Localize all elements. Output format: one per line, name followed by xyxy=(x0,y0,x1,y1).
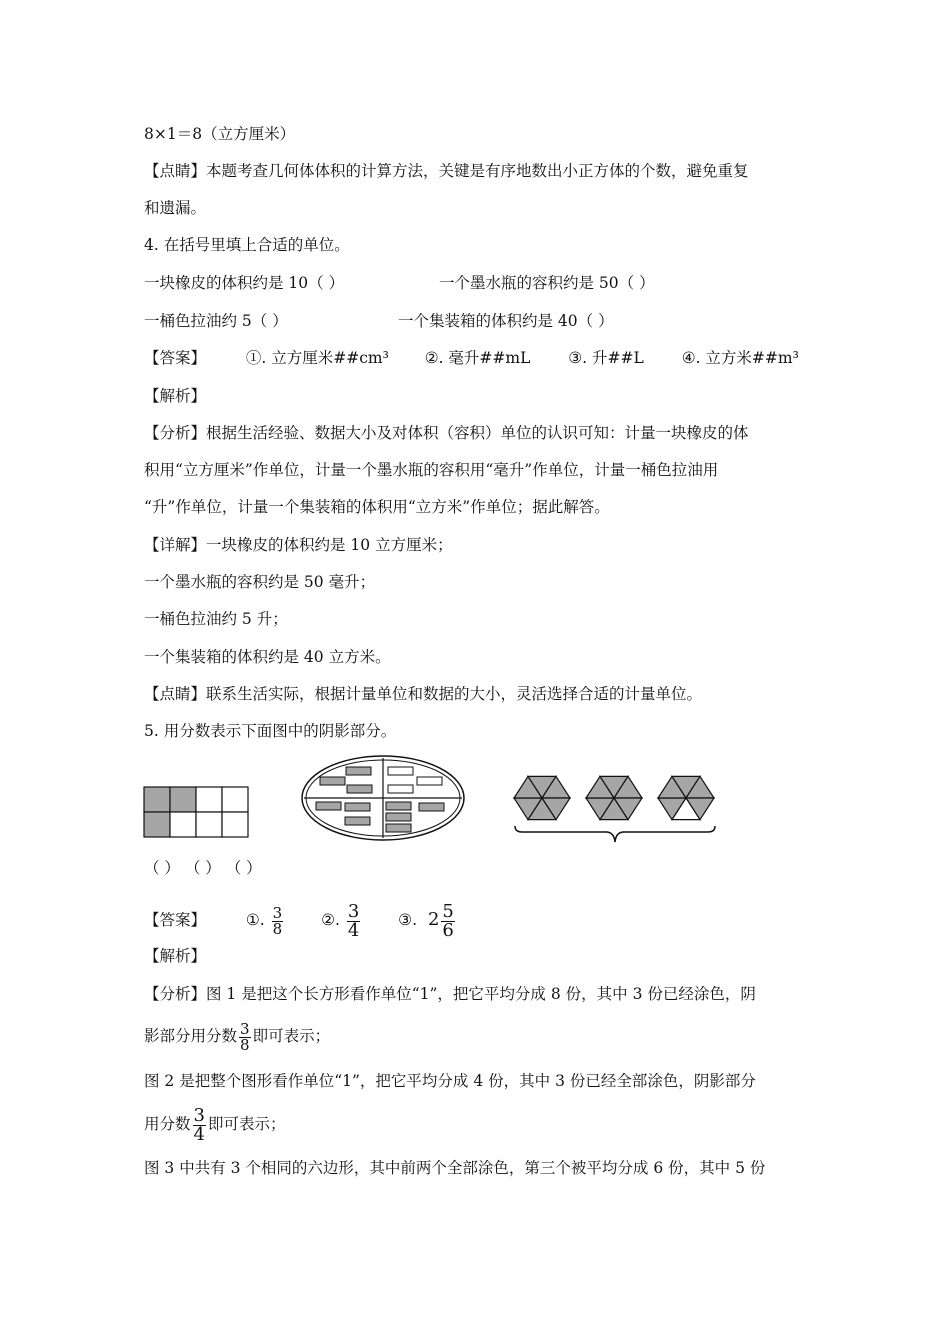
box xyxy=(417,777,442,785)
text-span: 即可表示； xyxy=(207,1115,286,1133)
text-line: 【点睛】本题考查几何体体积的计算方法，关键是有序地数出小正方体的个数，避免重复 xyxy=(144,162,749,180)
grid-cell-shaded xyxy=(144,787,170,812)
grid-cell xyxy=(196,787,222,812)
analysis-label: 【解析】 xyxy=(144,387,207,405)
box-shaded xyxy=(386,802,411,810)
box-shaded xyxy=(320,777,345,785)
answer-item: ③. xyxy=(398,911,417,929)
q4-item-b: 一个墨水瓶的容积约是 50（ ） xyxy=(439,274,655,292)
grid-cell xyxy=(222,812,248,837)
text-line: 【点睛】联系生活实际，根据计量单位和数据的大小，灵活选择合适的计量单位。 xyxy=(144,685,703,703)
q4-item-c: 一桶色拉油约 5（ ） xyxy=(144,312,288,330)
answer-label: 【答案】 xyxy=(144,911,207,929)
text-line: 积用“立方厘米”作单位，计量一个墨水瓶的容积用“毫升”作单位，计量一桶色拉油用 xyxy=(144,461,719,479)
q4-item-a: 一块橡皮的体积约是 10（ ） xyxy=(144,274,345,292)
answer-item: ③. 升##L xyxy=(568,349,644,367)
answer-row-4 xyxy=(144,348,799,368)
box-shaded xyxy=(347,785,372,793)
text-line: 一个集装箱的体积约是 40 立方米。 xyxy=(144,648,391,666)
figure-grid xyxy=(143,786,249,838)
brace xyxy=(515,826,715,842)
text-line: 【分析】图 1 是把这个长方形看作单位“1”，把它平均分成 8 份，其中 3 份已经涂色，阴 xyxy=(144,985,756,1003)
text-line: 8×1＝8（立方厘米） xyxy=(144,125,296,143)
text-line: 【详解】一块橡皮的体积约是 10 立方厘米； xyxy=(144,536,453,554)
box-shaded xyxy=(316,802,341,810)
analysis-label: 【解析】 xyxy=(144,947,207,965)
fraction-5-6: $\frac{5}{6}$ xyxy=(442,900,454,941)
grid-cell-shaded xyxy=(170,787,196,812)
text-span: 影部分用分数 xyxy=(144,1027,238,1045)
text-line: 和遗漏。 xyxy=(144,199,207,217)
answer-item: ②. 毫升##mL xyxy=(424,349,531,367)
fraction-3-4: $\frac{3}{4}$ xyxy=(193,1104,205,1145)
blank-row xyxy=(144,858,262,878)
grid-cell xyxy=(222,787,248,812)
question-4: 4. 在括号里填上合适的单位。 xyxy=(144,236,350,254)
box-shaded xyxy=(386,824,411,832)
box xyxy=(388,785,413,793)
fraction-3-8: $\frac{3}{8}$ xyxy=(240,1019,250,1054)
blank: （ ） xyxy=(184,859,221,877)
grid-cell-shaded xyxy=(144,812,170,837)
text-line: “升”作单位，计量一个集装箱的体积用“立方米”作单位；据此解答。 xyxy=(144,498,610,516)
q4-item-d: 一个集装箱的体积约是 40（ ） xyxy=(398,312,614,330)
text-line: 图 2 是把整个图形看作单位“1”，把它平均分成 4 份，其中 3 份已经全部涂色，阴影部分 xyxy=(144,1072,756,1090)
question-5: 5. 用分数表示下面图中的阴影部分。 xyxy=(144,722,397,740)
text-line: 一个墨水瓶的容积约是 50 毫升； xyxy=(144,573,376,591)
mixed-whole: 2 xyxy=(427,909,440,930)
box-shaded xyxy=(345,803,370,811)
text-line xyxy=(144,1016,330,1056)
figure-ellipse xyxy=(300,754,466,842)
answer-row-5 xyxy=(144,900,457,940)
box-shaded xyxy=(386,813,411,821)
box-shaded xyxy=(346,767,371,775)
box-shaded xyxy=(419,803,444,811)
fraction-3-4: $\frac{3}{4}$ xyxy=(347,900,360,941)
text-span: 用分数 xyxy=(144,1115,191,1133)
grid-cell xyxy=(170,812,196,837)
blank: （ ） xyxy=(225,859,262,877)
grid-cell xyxy=(196,812,222,837)
text-line: 图 3 中共有 3 个相同的六边形，其中前两个全部涂色，第三个被平均分成 6 份，其中 5 份 xyxy=(144,1159,766,1177)
box xyxy=(388,767,413,775)
text-line: 一桶色拉油约 5 升； xyxy=(144,610,288,628)
blank: （ ） xyxy=(144,859,180,877)
answer-label: 【答案】 xyxy=(144,349,207,367)
fraction-3-8: $\frac{3}{8}$ xyxy=(272,903,283,938)
text-span: 即可表示； xyxy=(252,1027,331,1045)
answer-item: ①. xyxy=(245,911,265,929)
answer-item: ④. 立方米##m³ xyxy=(681,349,799,367)
answer-item: ②. xyxy=(321,911,340,929)
box-shaded xyxy=(345,817,370,825)
text-line: 【分析】根据生活经验、数据大小及对体积（容积）单位的认识可知：计量一块橡皮的体 xyxy=(144,424,749,442)
text-line xyxy=(144,1104,285,1144)
answer-item: ①. 立方厘米##cm³ xyxy=(245,349,389,367)
figure-hexagons xyxy=(510,770,720,846)
